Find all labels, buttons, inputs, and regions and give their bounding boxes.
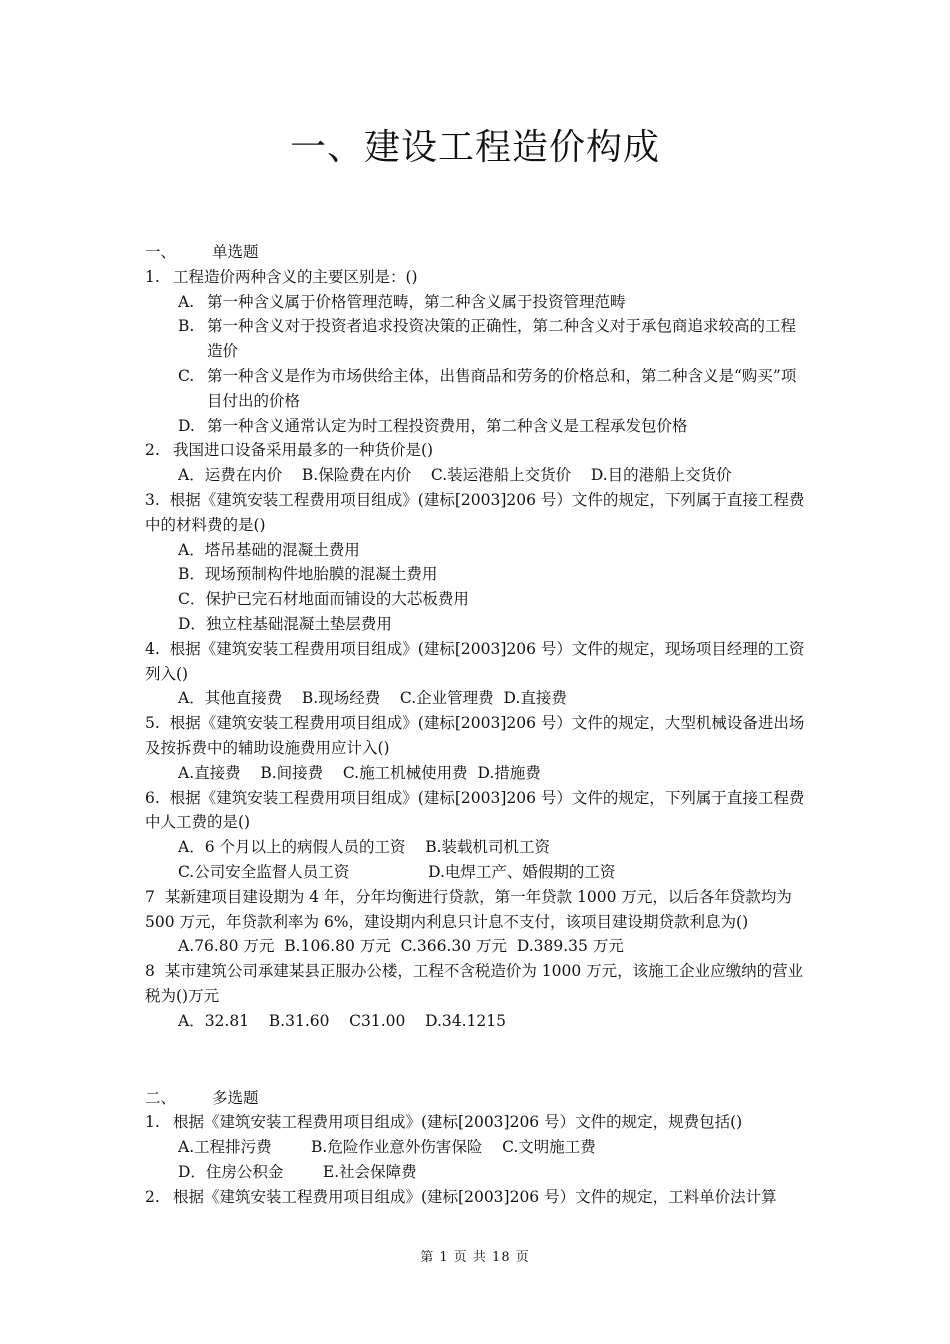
option-text: 第一种含义是作为市场供给主体，出售商品和劳务的价格总和，第二种含义是“购买”项目付出的价格 (207, 366, 797, 410)
question-text: 我国进口设备采用最多的一种货价是() (173, 441, 434, 460)
multi-question-2 (145, 1185, 810, 1210)
option-1c (145, 364, 810, 414)
option-1d (145, 414, 810, 439)
option-text: 第一种含义属于价格管理范畴，第二种含义属于投资管理范畴 (207, 292, 626, 311)
option-letter: A. (178, 292, 195, 311)
section-label: 单选题 (212, 243, 259, 261)
question-text: 根据《建筑安装工程费用项目组成》(建标[2003]206 号）文件的规定，大型机械设备进出场及按拆费中的辅助设施费用应计入() (145, 714, 805, 757)
options-6-line1: A．6 个月以上的病假人员的工资 B.装载机司机工资 (178, 838, 551, 857)
multi-options-1-line2: D．住房公积金 E.社会保障费 (178, 1162, 417, 1181)
options-5: A.直接费 B.间接费 C.施工机械使用费 D.措施费 (178, 763, 541, 782)
options-6-line2: C.公司安全监督人员工资 D.电焊工产、婚假期的工资 (178, 862, 616, 881)
question-text: 工程造价两种含义的主要区别是：() (173, 267, 418, 286)
question-text: 根据《建筑安装工程费用项目组成》(建标[2003]206 号）文件的规定，下列属于直接工程费中的材料费的是() (145, 490, 805, 534)
multi-options-1-line1: A.工程排污费 B.危险作业意外伤害保险 C.文明施工费 (178, 1138, 596, 1157)
document-body (145, 240, 810, 1209)
question-number: 1. (145, 1113, 160, 1132)
option-text: 第一种含义对于投资者追求投资决策的正确性，第二种含义对于承包商追求较高的工程造价 (207, 317, 797, 361)
options-8: A．32.81 B.31.60 C31.00 D.34.1215 (178, 1011, 507, 1030)
section-heading-single-choice (145, 240, 810, 265)
question-1 (145, 265, 810, 290)
options-7: A.76.80 万元 B.106.80 万元 C.366.30 万元 D.389.35 万元 (178, 937, 624, 956)
question-8 (145, 959, 810, 1009)
question-3 (145, 488, 810, 538)
question-number: 2. (145, 1187, 160, 1206)
section-label: 多选题 (212, 1088, 259, 1107)
question-number: 1. (145, 267, 160, 286)
page-footer: 第 1 页 共 18 页 (420, 1250, 530, 1265)
option-letter: C. (178, 366, 195, 385)
option-3d: D．独立柱基础混凝土垫层费用 (178, 614, 392, 633)
question-number: 5. (145, 714, 160, 733)
options-2: A．运费在内价 B.保险费在内价 C.装运港船上交货价 D.目的港船上交货价 (178, 466, 732, 485)
question-2 (145, 438, 810, 463)
question-7 (145, 885, 810, 935)
question-number: 6. (145, 788, 160, 807)
question-text: 根据《建筑安装工程费用项目组成》(建标[2003]206 号）文件的规定，工料单价法计算 (173, 1187, 777, 1206)
question-text: 根据《建筑安装工程费用项目组成》(建标[2003]206 号）文件的规定，现场项目经理的工资列入() (145, 639, 805, 683)
question-text: 根据《建筑安装工程费用项目组成》(建标[2003]206 号）文件的规定，下列属于直接工程费中人工费的是() (145, 788, 805, 832)
section-spacer (145, 1034, 810, 1086)
option-letter: B. (178, 317, 195, 336)
page-title: 一、建设工程造价构成 (289, 127, 660, 168)
option-1b (145, 314, 810, 364)
option-text: 第一种含义通常认定为时工程投资费用，第二种含义是工程承发包价格 (207, 416, 688, 435)
option-letter: D. (178, 416, 195, 435)
question-number: 2. (145, 441, 160, 460)
option-1a (145, 290, 810, 315)
section-number: 二、 (145, 1088, 177, 1107)
multi-question-1 (145, 1110, 810, 1135)
question-5 (145, 711, 810, 761)
section-number: 一、 (145, 243, 177, 261)
question-number: 7 (145, 887, 155, 906)
option-3b: B．现场预制构件地胎膜的混凝土费用 (178, 565, 438, 584)
option-3c: C．保护已完石材地面而铺设的大芯板费用 (178, 590, 469, 609)
question-number: 3. (145, 490, 160, 509)
question-text: 某新建项目建设期为 4 年，分年均衡进行贷款，第一年贷款 1000 万元，以后各年贷款均为 500 万元，年贷款利率为 6%，建设期内利息只计息不支付，该项目建设期贷款利息为() (145, 887, 792, 931)
question-number: 4. (145, 639, 160, 658)
question-text: 某市建筑公司承建某县正服办公楼，工程不含税造价为 1000 万元，该施工企业应缴纳的营业税为()万元 (145, 962, 804, 1005)
question-number: 8 (145, 962, 155, 981)
question-6 (145, 786, 810, 836)
question-text: 根据《建筑安装工程费用项目组成》(建标[2003]206 号）文件的规定，规费包括() (173, 1113, 743, 1132)
option-3a: A．塔吊基础的混凝土费用 (178, 540, 360, 559)
options-4: A．其他直接费 B.现场经费 C.企业管理费 D.直接费 (178, 689, 567, 708)
section-heading-multiple-choice (145, 1086, 810, 1111)
question-4 (145, 637, 810, 687)
